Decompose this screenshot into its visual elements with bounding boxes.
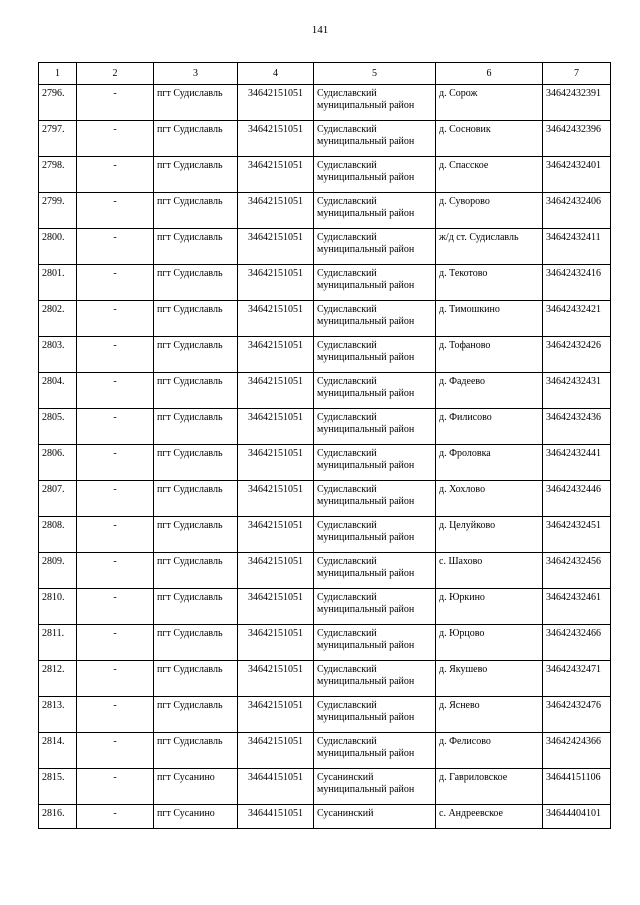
- row-number-cell: 2801.: [39, 265, 77, 301]
- municipality-cell: пгт Судиславль: [154, 265, 238, 301]
- table-row: [39, 373, 611, 409]
- code-cell: -: [77, 517, 154, 553]
- municipality-cell: пгт Судиславль: [154, 517, 238, 553]
- settlement-code-cell: 34642432421: [543, 301, 611, 337]
- municipality-cell: пгт Сусанино: [154, 769, 238, 805]
- code-cell: -: [77, 733, 154, 769]
- settlement-code-cell: 34644404101: [543, 805, 611, 829]
- settlement-cell: д. Сорож: [436, 85, 543, 121]
- row-number-cell: 2800.: [39, 229, 77, 265]
- code-cell: -: [77, 481, 154, 517]
- settlement-code-cell: 34642432406: [543, 193, 611, 229]
- row-number-cell: 2809.: [39, 553, 77, 589]
- table-row: [39, 589, 611, 625]
- district-cell: Судиславский муниципальный район: [314, 517, 436, 553]
- table-row: [39, 733, 611, 769]
- oktmo-cell: 34644151051: [238, 769, 314, 805]
- municipality-cell: пгт Судиславль: [154, 157, 238, 193]
- table-row: [39, 85, 611, 121]
- code-cell: -: [77, 661, 154, 697]
- oktmo-cell: 34642151051: [238, 157, 314, 193]
- row-number-cell: 2799.: [39, 193, 77, 229]
- oktmo-cell: 34642151051: [238, 589, 314, 625]
- settlement-code-cell: 34642432396: [543, 121, 611, 157]
- district-cell: Сусанинский муниципальный район: [314, 769, 436, 805]
- code-cell: -: [77, 373, 154, 409]
- code-cell: -: [77, 625, 154, 661]
- code-cell: -: [77, 229, 154, 265]
- row-number-cell: 2802.: [39, 301, 77, 337]
- municipality-cell: пгт Судиславль: [154, 301, 238, 337]
- district-cell: Судиславский муниципальный район: [314, 301, 436, 337]
- oktmo-cell: 34642151051: [238, 121, 314, 157]
- settlement-cell: д. Филисово: [436, 409, 543, 445]
- column-header: 5: [314, 63, 436, 85]
- settlement-cell: д. Хохлово: [436, 481, 543, 517]
- oktmo-cell: 34642151051: [238, 661, 314, 697]
- municipality-cell: пгт Судиславль: [154, 193, 238, 229]
- oktmo-cell: 34642151051: [238, 337, 314, 373]
- row-number-cell: 2812.: [39, 661, 77, 697]
- code-cell: -: [77, 589, 154, 625]
- code-cell: -: [77, 553, 154, 589]
- settlement-code-cell: 34642432431: [543, 373, 611, 409]
- table-row: [39, 265, 611, 301]
- row-number-cell: 2796.: [39, 85, 77, 121]
- municipality-cell: пгт Судиславль: [154, 661, 238, 697]
- oktmo-cell: 34642151051: [238, 445, 314, 481]
- column-header: 1: [39, 63, 77, 85]
- row-number-cell: 2810.: [39, 589, 77, 625]
- row-number-cell: 2807.: [39, 481, 77, 517]
- district-cell: Судиславский муниципальный район: [314, 481, 436, 517]
- district-cell: Судиславский муниципальный район: [314, 337, 436, 373]
- district-cell: Судиславский муниципальный район: [314, 373, 436, 409]
- row-number-cell: 2808.: [39, 517, 77, 553]
- district-cell: Судиславский муниципальный район: [314, 553, 436, 589]
- row-number-cell: 2797.: [39, 121, 77, 157]
- settlement-cell: д. Якушево: [436, 661, 543, 697]
- settlement-code-cell: 34642432466: [543, 625, 611, 661]
- settlement-code-cell: 34642432461: [543, 589, 611, 625]
- table-body: [39, 85, 611, 829]
- settlement-code-cell: 34642432456: [543, 553, 611, 589]
- municipality-cell: пгт Судиславль: [154, 445, 238, 481]
- settlement-code-cell: 34642432416: [543, 265, 611, 301]
- district-cell: Судиславский муниципальный район: [314, 589, 436, 625]
- settlement-cell: д. Тимошкино: [436, 301, 543, 337]
- municipality-cell: пгт Судиславль: [154, 373, 238, 409]
- column-header: 7: [543, 63, 611, 85]
- table-row: [39, 661, 611, 697]
- settlement-cell: ж/д ст. Судиславль: [436, 229, 543, 265]
- district-cell: Судиславский муниципальный район: [314, 229, 436, 265]
- column-header: 3: [154, 63, 238, 85]
- settlement-code-cell: 34642432441: [543, 445, 611, 481]
- table-row: [39, 697, 611, 733]
- district-cell: Судиславский муниципальный район: [314, 193, 436, 229]
- settlement-cell: с. Андреевское: [436, 805, 543, 829]
- table-row: [39, 337, 611, 373]
- settlement-code-cell: 34642432471: [543, 661, 611, 697]
- row-number-cell: 2815.: [39, 769, 77, 805]
- settlement-code-cell: 34642432436: [543, 409, 611, 445]
- municipality-cell: пгт Судиславль: [154, 337, 238, 373]
- page-number: 141: [311, 24, 329, 36]
- header-row: [39, 63, 611, 85]
- oktmo-cell: 34642151051: [238, 733, 314, 769]
- oktmo-cell: 34642151051: [238, 517, 314, 553]
- district-cell: Судиславский муниципальный район: [314, 409, 436, 445]
- settlement-cell: д. Текотово: [436, 265, 543, 301]
- municipality-cell: пгт Судиславль: [154, 589, 238, 625]
- code-cell: -: [77, 805, 154, 829]
- settlement-cell: д. Юрцово: [436, 625, 543, 661]
- municipality-cell: пгт Судиславль: [154, 409, 238, 445]
- settlement-cell: с. Шахово: [436, 553, 543, 589]
- row-number-cell: 2816.: [39, 805, 77, 829]
- row-number-cell: 2798.: [39, 157, 77, 193]
- settlement-cell: д. Сосновик: [436, 121, 543, 157]
- oktmo-cell: 34642151051: [238, 85, 314, 121]
- oktmo-cell: 34642151051: [238, 229, 314, 265]
- settlement-code-cell: 34642424366: [543, 733, 611, 769]
- table-row: [39, 157, 611, 193]
- municipality-cell: пгт Судиславль: [154, 229, 238, 265]
- table-row: [39, 517, 611, 553]
- municipality-cell: пгт Судиславль: [154, 481, 238, 517]
- settlement-cell: д. Целуйково: [436, 517, 543, 553]
- table-row: [39, 769, 611, 805]
- code-cell: -: [77, 697, 154, 733]
- row-number-cell: 2804.: [39, 373, 77, 409]
- column-header: 6: [436, 63, 543, 85]
- oktmo-cell: 34642151051: [238, 481, 314, 517]
- oktmo-cell: 34642151051: [238, 553, 314, 589]
- oktmo-cell: 34642151051: [238, 625, 314, 661]
- district-cell: Судиславский муниципальный район: [314, 661, 436, 697]
- code-cell: -: [77, 445, 154, 481]
- settlement-cell: д. Спасское: [436, 157, 543, 193]
- municipality-cell: пгт Судиславль: [154, 121, 238, 157]
- municipality-cell: пгт Судиславль: [154, 733, 238, 769]
- settlement-cell: д. Фелисово: [436, 733, 543, 769]
- oktmo-cell: 34642151051: [238, 193, 314, 229]
- table-row: [39, 805, 611, 829]
- district-cell: Судиславский муниципальный район: [314, 121, 436, 157]
- municipality-cell: пгт Судиславль: [154, 85, 238, 121]
- municipality-cell: пгт Судиславль: [154, 625, 238, 661]
- settlement-cell: д. Юркино: [436, 589, 543, 625]
- code-cell: -: [77, 769, 154, 805]
- row-number-cell: 2805.: [39, 409, 77, 445]
- settlement-cell: д. Фадеево: [436, 373, 543, 409]
- row-number-cell: 2814.: [39, 733, 77, 769]
- table-row: [39, 121, 611, 157]
- oktmo-cell: 34642151051: [238, 373, 314, 409]
- district-cell: Судиславский муниципальный район: [314, 733, 436, 769]
- table-row: [39, 409, 611, 445]
- column-header: 2: [77, 63, 154, 85]
- district-cell: Судиславский муниципальный район: [314, 445, 436, 481]
- code-cell: -: [77, 409, 154, 445]
- oktmo-cell: 34642151051: [238, 697, 314, 733]
- table-row: [39, 193, 611, 229]
- municipality-cell: пгт Судиславль: [154, 697, 238, 733]
- settlement-code-cell: 34642432426: [543, 337, 611, 373]
- oktmo-cell: 34642151051: [238, 265, 314, 301]
- district-cell: Сусанинский: [314, 805, 436, 829]
- oktmo-cell: 34642151051: [238, 409, 314, 445]
- table-row: [39, 481, 611, 517]
- oktmo-cell: 34644151051: [238, 805, 314, 829]
- row-number-cell: 2813.: [39, 697, 77, 733]
- district-cell: Судиславский муниципальный район: [314, 625, 436, 661]
- code-cell: -: [77, 157, 154, 193]
- code-cell: -: [77, 121, 154, 157]
- code-cell: -: [77, 193, 154, 229]
- settlement-cell: д. Гавриловское: [436, 769, 543, 805]
- settlement-code-cell: 34642432451: [543, 517, 611, 553]
- row-number-cell: 2803.: [39, 337, 77, 373]
- settlement-cell: д. Яснево: [436, 697, 543, 733]
- municipality-cell: пгт Судиславль: [154, 553, 238, 589]
- row-number-cell: 2811.: [39, 625, 77, 661]
- district-cell: Судиславский муниципальный район: [314, 85, 436, 121]
- settlement-code-cell: 34644151106: [543, 769, 611, 805]
- municipality-cell: пгт Сусанино: [154, 805, 238, 829]
- code-cell: -: [77, 265, 154, 301]
- district-cell: Судиславский муниципальный район: [314, 157, 436, 193]
- district-cell: Судиславский муниципальный район: [314, 697, 436, 733]
- settlement-code-cell: 34642432401: [543, 157, 611, 193]
- table-row: [39, 445, 611, 481]
- table-row: [39, 229, 611, 265]
- row-number-cell: 2806.: [39, 445, 77, 481]
- settlement-code-cell: 34642432391: [543, 85, 611, 121]
- code-cell: -: [77, 337, 154, 373]
- table-row: [39, 625, 611, 661]
- table-row: [39, 301, 611, 337]
- column-header: 4: [238, 63, 314, 85]
- settlement-code-cell: 34642432446: [543, 481, 611, 517]
- settlement-registry-table: [38, 62, 611, 829]
- settlement-code-cell: 34642432411: [543, 229, 611, 265]
- table-row: [39, 553, 611, 589]
- settlement-cell: д. Тофаново: [436, 337, 543, 373]
- district-cell: Судиславский муниципальный район: [314, 265, 436, 301]
- code-cell: -: [77, 301, 154, 337]
- code-cell: -: [77, 85, 154, 121]
- settlement-cell: д. Суворово: [436, 193, 543, 229]
- settlement-code-cell: 34642432476: [543, 697, 611, 733]
- settlement-cell: д. Фроловка: [436, 445, 543, 481]
- oktmo-cell: 34642151051: [238, 301, 314, 337]
